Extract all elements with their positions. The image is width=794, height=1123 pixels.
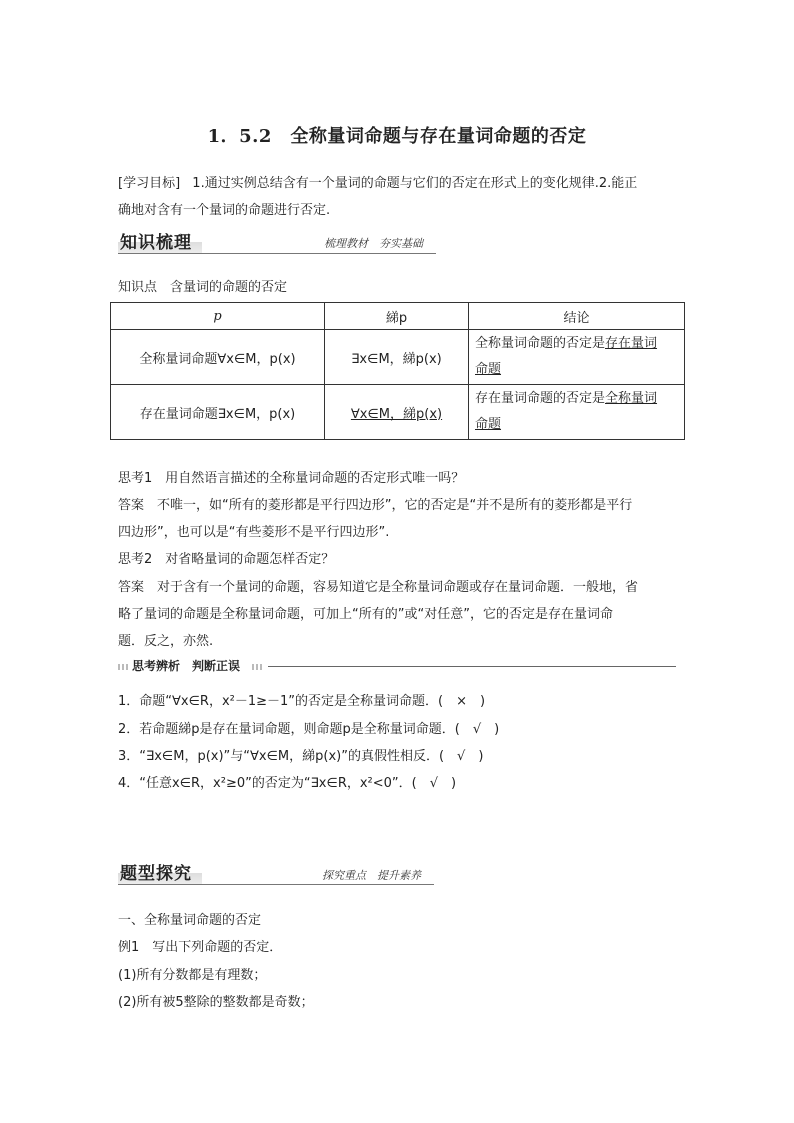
- judge-item: 2．若命题綈p是存在量词命题，则命题p是全称量词命题．( √ ): [118, 722, 500, 737]
- think2-answer-3: 题．反之，亦然.: [118, 634, 214, 649]
- conclusion-underlined: 全称量词: [605, 391, 658, 406]
- conclusion-underlined: 存在量词: [605, 336, 658, 351]
- section1-title: 知识梳理: [120, 233, 192, 253]
- table-header-row: [111, 303, 685, 330]
- table-header-p: p: [111, 303, 325, 330]
- page-title: 1．5.2 全称量词命题与存在量词命题的否定: [207, 126, 587, 147]
- conclusion-text: 存在量词命题的否定是: [475, 391, 606, 406]
- table-cell-not-p: ∀x∈M，綈p(x): [325, 385, 469, 440]
- table-cell-p: 存在量词命题∃x∈M，p(x): [111, 385, 325, 440]
- objectives-line-1: [118, 172, 637, 191]
- table-header-not-p: 綈p: [325, 303, 469, 330]
- section1-rule: [118, 253, 436, 254]
- part1-heading: 一、全称量词命题的否定: [118, 913, 262, 928]
- section2-title: 题型探究: [120, 864, 192, 884]
- judge-bar-right: [252, 664, 262, 670]
- table-row: [111, 330, 685, 385]
- table-header-conclusion: 结论: [469, 303, 685, 330]
- conclusion-text: 全称量词命题的否定是: [475, 336, 606, 351]
- judge-title: 思考辨析 判断正误: [132, 659, 241, 673]
- table-cell-p: 全称量词命题∀x∈M，p(x): [111, 330, 325, 385]
- negation-table: [110, 302, 685, 440]
- table-cell-conclusion: [469, 330, 685, 385]
- judge-item: 1．命题“∀x∈R，x²－1≥－1”的否定是全称量词命题．( × ): [118, 694, 486, 709]
- judge-item: 3．“∃x∈M，p(x)”与“∀x∈M，綈p(x)”的真假性相反．( √ ): [118, 749, 484, 764]
- objectives-tag: [学习目标]: [118, 176, 181, 191]
- think1-answer-1: 答案 不唯一，如“所有的菱形都是平行四边形”，它的否定是“并不是所有的菱形都是平行: [118, 498, 633, 513]
- table-cell-conclusion: [469, 385, 685, 440]
- example-item: (2)所有被5整除的整数都是奇数；: [118, 995, 314, 1010]
- section2-subtitle: 探究重点 提升素养: [322, 869, 421, 882]
- section1-subtitle: 梳理教材 夯实基础: [324, 237, 423, 250]
- example-label: 例1 写出下列命题的否定．: [118, 940, 283, 955]
- objectives-text-1: 1.通过实例总结含有一个量词的命题与它们的否定在形式上的变化规律.2.能正: [192, 176, 638, 191]
- think1-question: 思考1 用自然语言描述的全称量词命题的否定形式唯一吗？: [118, 471, 465, 486]
- think2-answer-1: 答案 对于含有一个量词的命题，容易知道它是全称量词命题或存在量词命题．一般地，省: [118, 580, 639, 595]
- think2-answer-2: 略了量词的命题是全称量词命题，可加上“所有的”或“对任意”，它的否定是存在量词命: [118, 607, 613, 622]
- table-cell-not-p: ∃x∈M，綈p(x): [325, 330, 469, 385]
- section2-rule: [118, 884, 434, 885]
- objectives-text-2: 确地对含有一个量词的命题进行否定.: [118, 203, 331, 218]
- judge-bar-left: [118, 664, 128, 670]
- think2-question: 思考2 对省略量词的命题怎样否定？: [118, 552, 335, 567]
- judge-rule: [268, 666, 676, 667]
- judge-item: 4．“任意x∈R，x²≥0”的否定为“∃x∈R，x²<0”．( √ ): [118, 776, 457, 791]
- conclusion-underlined: 命题: [475, 417, 502, 432]
- example-item: (1)所有分数都是有理数；: [118, 968, 267, 983]
- conclusion-underlined: 命题: [475, 362, 502, 377]
- think1-answer-2: 四边形”，也可以是“有些菱形不是平行四边形”.: [118, 525, 390, 540]
- table-row: [111, 385, 685, 440]
- knowledge-point: 知识点 含量词的命题的否定: [118, 280, 288, 295]
